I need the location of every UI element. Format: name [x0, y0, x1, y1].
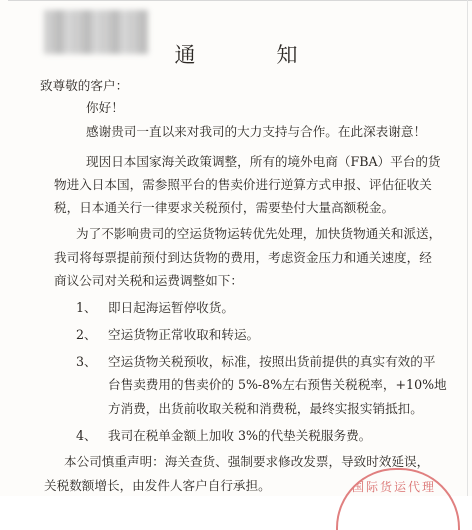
- item-number: 2、: [76, 327, 97, 342]
- page-edge-right: [467, 0, 468, 496]
- paragraph2-line3: 商议公司对关税和运费调整如下：: [54, 273, 243, 288]
- item-3-line2: 台售卖费用的售卖价的 5%-8%左右预售关税税率，+10%地: [108, 377, 447, 392]
- salutation: 致尊敬的客户：: [40, 78, 129, 93]
- item-4-text: 我司在税单金额上加收 3%的代垫关税服务费。: [108, 428, 372, 443]
- item-number: 4、: [76, 428, 97, 443]
- paragraph2-line1: 为了不影响贵司的空运货物运转优先处理，加快货物通关和派送，: [76, 226, 442, 241]
- greeting: 你好！: [86, 100, 124, 115]
- thanks-line: 感谢贵司一直以来对我司的大力支持与合作。在此深表谢意！: [86, 124, 427, 139]
- page-edge-top: [8, 0, 472, 1]
- item-number: 3、: [76, 354, 97, 369]
- closing-line2: 关税数额增长，由发件人客户自行承担。: [44, 478, 271, 493]
- paragraph2-line2: 我司将每票提前预付到达货物的费用，考虑资金压力和通关速度，经: [54, 250, 432, 265]
- paragraph1-line2: 物进入日本国，需参照平台的售卖价进行逆算方式申报、评估征收关: [54, 177, 432, 192]
- item-3-line1: 空运货物关税预收，标准，按照出货前提供的真实有效的平: [108, 354, 436, 369]
- item-number: 1、: [76, 300, 97, 315]
- paragraph1-line1: 现因日本国家海关政策调整，所有的境外电商（FBA）平台的货: [86, 154, 441, 169]
- company-seal: [336, 468, 460, 530]
- item-1-text: 即日起海运暂停收货。: [108, 300, 234, 315]
- item-2-text: 空运货物正常收取和转运。: [108, 327, 260, 342]
- closing-line1: 本公司慎重声明：海关查货、强制要求修改发票，导致时效延误，: [64, 454, 430, 469]
- item-3-line3: 方消费，出货前收取关税和消费税，最终实报实销抵扣。: [108, 401, 423, 416]
- paragraph1-line3: 税，日本通关行一律要求关税预付，需要垫付大量高额税金。: [54, 200, 395, 215]
- seal-text: 国际货运代理: [352, 480, 437, 494]
- notice-title: 通 知: [174, 43, 328, 67]
